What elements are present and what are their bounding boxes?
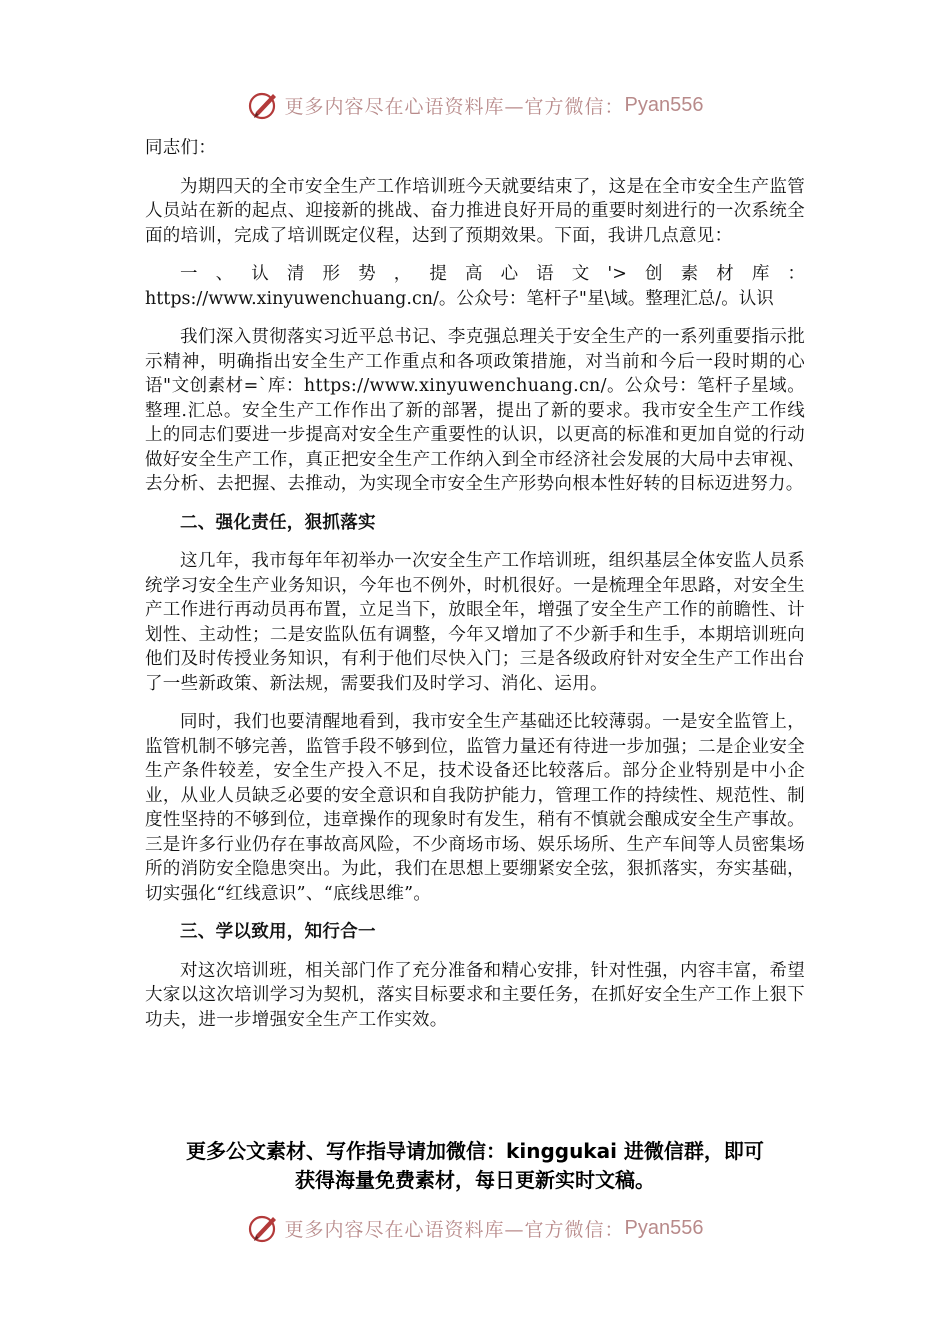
document-body — [145, 136, 805, 1046]
promo-line-1: 更多公文素材、写作指导请加微信：kinggukai 进微信群，即可 — [186, 1139, 764, 1163]
pen-logo-icon — [247, 88, 281, 122]
section1-heading: 一、认清形势，提高心语文'>创素材库：https://www.xinyuwenchuang.cn/。公众号：笔杆子"星\域。整理汇总/。认识 — [145, 264, 805, 309]
header-banner — [0, 85, 950, 125]
footer-banner — [0, 1208, 950, 1248]
section2-heading: 二、强化责任，狠抓落实 — [180, 512, 376, 533]
section3-paragraph: 对这次培训班，相关部门作了充分准备和精心安排，针对性强，内容丰富，希望大家以这次培训学习为契机，落实目标要求和主要任务，在抓好安全生产工作上狠下功夫，进一步增强安全生产工作实效。 — [145, 960, 805, 1030]
intro-paragraph: 为期四天的全市安全生产工作培训班今天就要结束了，这是在全市安全生产监管人员站在新的起点、迎接新的挑战、奋力推进良好开局的重要时刻进行的一次系统全面的培训，完成了培训既定仪程，达到了预期效果。下面，我讲几点意见： — [145, 176, 805, 246]
header-banner-wechat: Pyan556 — [624, 93, 704, 116]
promo-note — [145, 1137, 805, 1195]
pen-logo-icon — [247, 1211, 281, 1245]
section2-paragraph-2: 同时，我们也要清醒地看到，我市安全生产基础还比较薄弱。一是安全监管上，监管机制不够完善，监管手段不够到位，监管力量还有待进一步加强；二是企业安全生产条件较差，安全生产投入不足，技术设备还比较落后。部分企业特别是中小企业，从业人员缺乏必要的安全意识和自我防护能力，管理工作的持续性、规范性、制度性坚持的不够到位，违章操作的现象时有发生，稍有不慎就会酿成安全生产事故。三是许多行业仍存在事故高风险，不少商场市场、娱乐场所、生产车间等人员密集场所的消防安全隐患突出。为此，我们在思想上要绷紧安全弦，狠抓落实，夯实基础，切实强化“红线意识”、“底线思维”。 — [145, 712, 805, 904]
section2-paragraph-1: 这几年，我市每年年初举办一次安全生产工作培训班，组织基层全体安监人员系统学习安全生产业务知识，今年也不例外，时机很好。一是梳理全年思路，对安全生产工作进行再动员再布置，立足当下，放眼全年，增强了安全生产工作的前瞻性、计划性、主动性；二是安监队伍有调整，今年又增加了不少新手和生手，本期培训班向他们及时传授业务知识，有利于他们尽快入门；三是各级政府针对安全生产工作出台了一些新政策、新法规，需要我们及时学习、消化、运用。 — [145, 551, 805, 694]
header-banner-text: 更多内容尽在心语资料库—官方微信： — [284, 95, 625, 118]
greeting: 同志们： — [145, 138, 217, 158]
section3-heading: 三、学以致用，知行合一 — [180, 922, 376, 942]
promo-line-2: 获得海量免费素材，每日更新实时文稿。 — [295, 1168, 655, 1192]
footer-banner-wechat: Pyan556 — [624, 1216, 704, 1239]
footer-banner-text: 更多内容尽在心语资料库—官方微信： — [284, 1218, 625, 1241]
section1-paragraph: 我们深入贯彻落实习近平总书记、李克强总理关于安全生产的一系列重要指示批示精神，明确指出安全生产工作重点和各项政策措施，对当前和今后一段时期的心语"文创素材=`库：https://www.xinyuwenchuang.cn/。公众号：笔杆子星域。整理.汇总。安全生产工作作出了新的部署，提出了新的要求。我市安全生产工作线上的同志们要进一步提高对安全生产重要性的认识，以更高的标准和更加自觉的行动做好安全生产工作，真正把安全生产工作纳入到全市经济社会发展的大局中去审视、去分析、去把握、去推动，为实现全市安全生产形势向根本性好转的目标迈进努力。 — [145, 327, 805, 494]
